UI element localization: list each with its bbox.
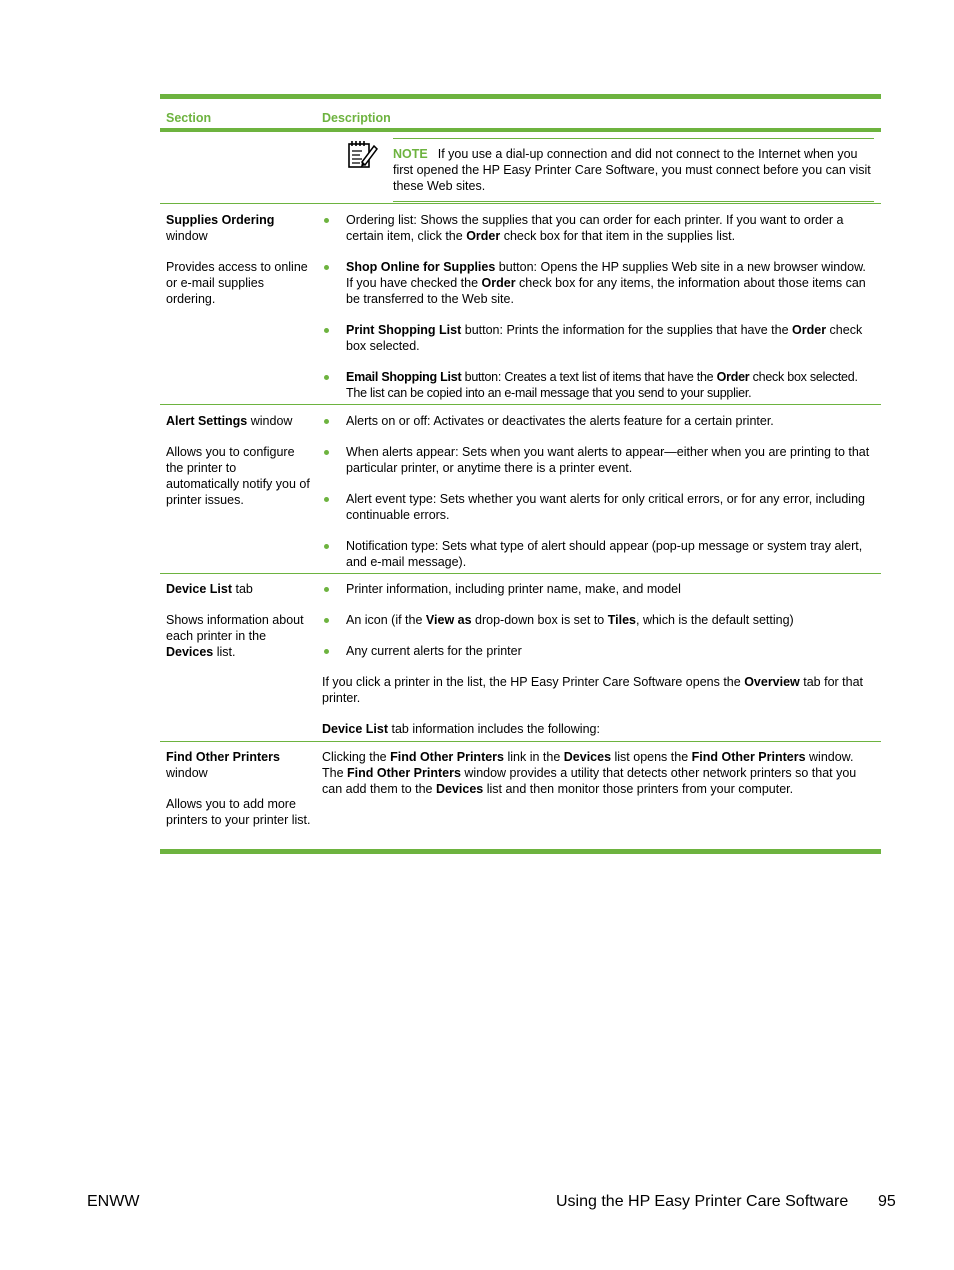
header-description: Description bbox=[322, 111, 391, 125]
section-cell bbox=[166, 413, 312, 523]
paragraph: If you click a printer in the list, the HP Easy Printer Care Software opens the Overview tab for that printer. bbox=[322, 675, 864, 705]
row-device-list bbox=[160, 574, 881, 742]
section-title: Device List bbox=[166, 582, 233, 596]
section-cell bbox=[166, 749, 312, 843]
section-description: Allows you to add more printers to your printer list. bbox=[166, 797, 311, 827]
section-title-suffix: window bbox=[166, 229, 208, 243]
settings-table bbox=[160, 94, 881, 854]
header-section: Section bbox=[166, 111, 212, 125]
page-number: 95 bbox=[878, 1193, 896, 1210]
description-cell bbox=[322, 749, 876, 797]
list-item: Notification type: Sets what type of alert should appear (pop-up message or system tray alert, and e-mail message). bbox=[322, 538, 876, 570]
section-cell bbox=[166, 581, 312, 675]
list-item: Alert event type: Sets whether you want alerts for only critical errors, or for any error, including continuable errors. bbox=[322, 491, 876, 523]
section-description: Allows you to configure the printer to automatically notify you of printer issues. bbox=[166, 445, 310, 507]
list-item: Shop Online for Supplies button: Opens the HP supplies Web site in a new browser window. If you have checked the Order check box for any items, the information about those items can be transferred to the Web site. bbox=[322, 259, 876, 307]
table-header bbox=[160, 99, 881, 128]
row-alert-settings bbox=[160, 405, 881, 574]
section-title: Supplies Ordering bbox=[166, 213, 275, 227]
list-item: Email Shopping List button: Creates a text list of items that have the Order check box selected. The list can be copied into an e-mail message that you send to your supplier. bbox=[322, 369, 876, 401]
paragraph: Clicking the Find Other Printers link in the Devices list opens the Find Other Printers window. The Find Other Printers window provides a utility that detects other network printers so that you can add them to the Devices list and then monitor those printers from your computer. bbox=[322, 750, 857, 796]
paragraph: Device List tab information includes the following: bbox=[322, 722, 600, 736]
footer-title: Using the HP Easy Printer Care Software bbox=[556, 1193, 849, 1210]
list-item: Print Shopping List button: Prints the information for the supplies that have the Order check box selected. bbox=[322, 322, 876, 354]
section-title-suffix: tab bbox=[232, 582, 253, 596]
note-pad-pen-icon bbox=[346, 138, 378, 170]
table-bottom-rule bbox=[160, 849, 881, 854]
section-description: Shows information about each printer in the Devices list. bbox=[166, 613, 304, 659]
footer-left: ENWW bbox=[87, 1193, 140, 1210]
list-item: An icon (if the View as drop-down box is set to Tiles, which is the default setting) bbox=[322, 612, 876, 628]
section-title-suffix: window bbox=[247, 414, 293, 428]
note-row bbox=[160, 132, 881, 204]
list-item: Alerts on or off: Activates or deactivates the alerts feature for a certain printer. bbox=[322, 413, 876, 429]
section-description: Provides access to online or e-mail supplies ordering. bbox=[166, 260, 308, 306]
section-cell bbox=[166, 212, 312, 322]
section-title: Find Other Printers bbox=[166, 750, 280, 764]
note-text: If you use a dial-up connection and did not connect to the Internet when you first opened the HP Easy Printer Care Software, you must connect before you can visit these Web sites. bbox=[393, 147, 871, 193]
row-supplies-ordering bbox=[160, 204, 881, 405]
list-item: Ordering list: Shows the supplies that you can order for each printer. If you want to order a certain item, click the Order check box for that item in the supplies list. bbox=[322, 212, 876, 244]
section-title-suffix: window bbox=[166, 766, 208, 780]
list-item: Any current alerts for the printer bbox=[322, 643, 876, 659]
row-find-other-printers bbox=[160, 742, 881, 849]
description-cell bbox=[322, 413, 876, 570]
description-cell bbox=[322, 581, 876, 737]
description-cell bbox=[322, 212, 876, 401]
note-label: NOTE bbox=[393, 147, 428, 161]
note-box bbox=[393, 138, 874, 202]
section-title: Alert Settings bbox=[166, 414, 248, 428]
list-item: When alerts appear: Sets when you want alerts to appear—either when you are printing to that particular printer, or anytime there is a printer event. bbox=[322, 444, 876, 476]
list-item: Printer information, including printer name, make, and model bbox=[322, 581, 876, 597]
